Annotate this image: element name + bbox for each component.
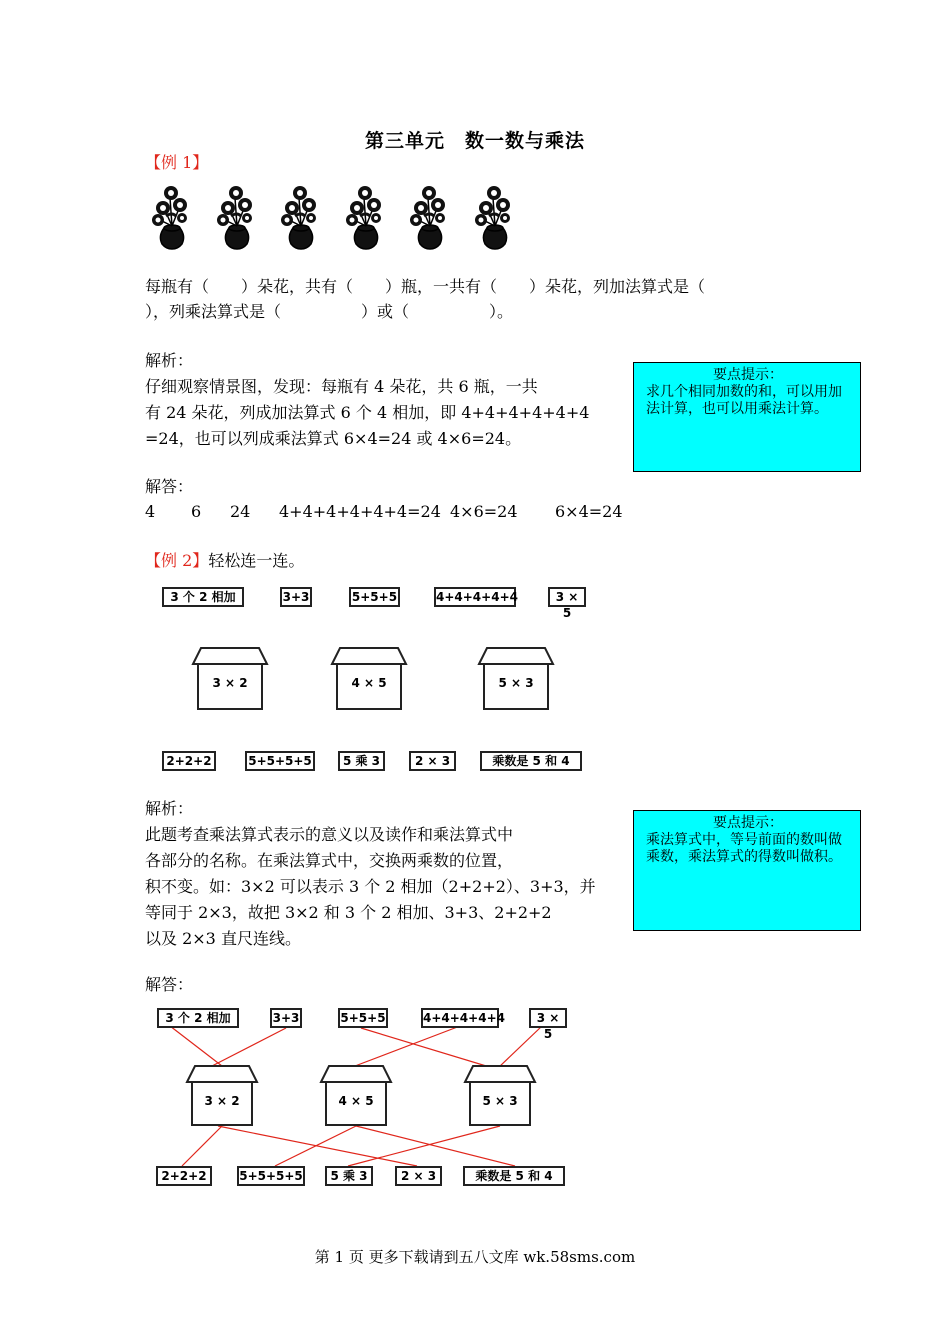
example-2-analysis-label: 解析：: [145, 799, 194, 818]
example-1-question-line-2: ），列乘法算式是（ ）或（ ）。: [145, 302, 514, 321]
connector-line: [170, 1026, 222, 1066]
example-2-analysis-line: 此题考查乘法算式表示的意义以及读作和乘法算式中: [145, 825, 514, 844]
hint-body: 求几个相同加数的和，可以用加法计算，也可以用乘法计算。: [646, 384, 842, 417]
connector-line: [348, 1126, 500, 1166]
house-label: 5 × 3: [498, 676, 534, 690]
connector-line: [275, 1126, 356, 1166]
example-1-tag: 【例 1】: [145, 153, 209, 172]
example-1-answer: 4+4+4+4+4+4=24: [279, 502, 441, 521]
bottom-box: 5+5+5+5: [237, 1166, 305, 1186]
example-1-answer: 6×4=24: [555, 502, 623, 521]
connector-line: [355, 1026, 460, 1066]
connector-line: [498, 1026, 542, 1068]
connector-line: [182, 1126, 222, 1166]
example-2-analysis-line: 以及 2×3 直尺连线。: [145, 929, 301, 948]
connector-line: [218, 1126, 417, 1166]
bottom-box: 乘数是 5 和 4: [463, 1166, 565, 1186]
example-1-answer-label: 解答：: [145, 477, 194, 496]
house-label: 3 × 2: [212, 676, 248, 690]
example-1-question-line-1: 每瓶有（ ）朵花，共有（ ）瓶，一共有（ ）朵花，列加法算式是（: [145, 277, 706, 296]
example-1-answer: 4: [145, 502, 156, 521]
top-box: 4+4+4+4+4: [434, 587, 516, 607]
example-2-analysis-line: 各部分的名称。在乘法算式中，交换两乘数的位置，: [145, 851, 514, 870]
house-label: 5 × 3: [482, 1094, 518, 1108]
top-box: 3+3: [280, 587, 312, 607]
example-1-analysis-line: =24，也可以列成乘法算式 6×4=24 或 4×6=24。: [145, 429, 522, 448]
bottom-box: 2+2+2: [156, 1166, 212, 1186]
top-box: 3 个 2 相加: [162, 587, 244, 607]
house-card: [321, 1066, 391, 1130]
example-2-analysis-line: 等同于 2×3，故把 3×2 和 3 个 2 相加、3+3、2+2+2: [145, 903, 552, 922]
bottom-box: 2+2+2: [162, 751, 216, 771]
hint-title: 要点提示：: [713, 367, 783, 383]
top-box: 3+3: [270, 1008, 302, 1028]
top-box: 5+5+5: [349, 587, 400, 607]
house-label: 4 × 5: [351, 676, 387, 690]
page-title: 第三单元 数一数与乘法: [364, 130, 585, 152]
bottom-box: 5 乘 3: [325, 1166, 373, 1186]
house-label: 3 × 2: [204, 1094, 240, 1108]
example-1-analysis-label: 解析：: [145, 351, 194, 370]
example-1-answer: 6: [191, 502, 202, 521]
bottom-box: 乘数是 5 和 4: [480, 751, 582, 771]
top-box: 5+5+5: [338, 1008, 388, 1028]
bottom-box: 2 × 3: [409, 751, 456, 771]
bottom-box: 5 乘 3: [338, 751, 385, 771]
example-1-analysis-line: 有 24 朵花，列成加法算式 6 个 4 相加，即 4+4+4+4+4+4: [145, 403, 590, 422]
connector-line: [212, 1028, 286, 1066]
example-2-tag: 【例 2】轻松连一连。: [145, 551, 305, 570]
top-box: 3 × 5: [529, 1008, 567, 1028]
example-2-prompt: 轻松连一连。: [208, 551, 305, 570]
bottom-box: 2 × 3: [395, 1166, 442, 1186]
hint-title: 要点提示：: [713, 815, 783, 831]
house-card: [187, 1066, 257, 1130]
example-1-answer: 24: [230, 502, 251, 521]
connector-line: [356, 1126, 515, 1166]
top-box: 3 个 2 相加: [157, 1008, 239, 1028]
example-1-answer: 4×6=24: [450, 502, 518, 521]
hint-body: 乘法算式中，等号前面的数叫做乘数，乘法算式的得数叫做积。: [646, 832, 842, 865]
example-2-analysis-line: 积不变。如：3×2 可以表示 3 个 2 相加（2+2+2）、3+3，并: [145, 877, 596, 896]
house-label: 4 × 5: [338, 1094, 374, 1108]
house-card: [465, 1066, 535, 1130]
example-1-analysis-line: 仔细观察情景图，发现：每瓶有 4 朵花，共 6 瓶，一共: [145, 377, 538, 396]
top-box: 4+4+4+4+4: [421, 1008, 499, 1028]
bottom-box: 5+5+5+5: [245, 751, 315, 771]
example-2-answer-label: 解答：: [145, 975, 194, 994]
page-footer: 第 1 页 更多下载请到五八文库 wk.58sms.com: [314, 1248, 636, 1266]
top-box: 3 × 5: [548, 587, 586, 607]
